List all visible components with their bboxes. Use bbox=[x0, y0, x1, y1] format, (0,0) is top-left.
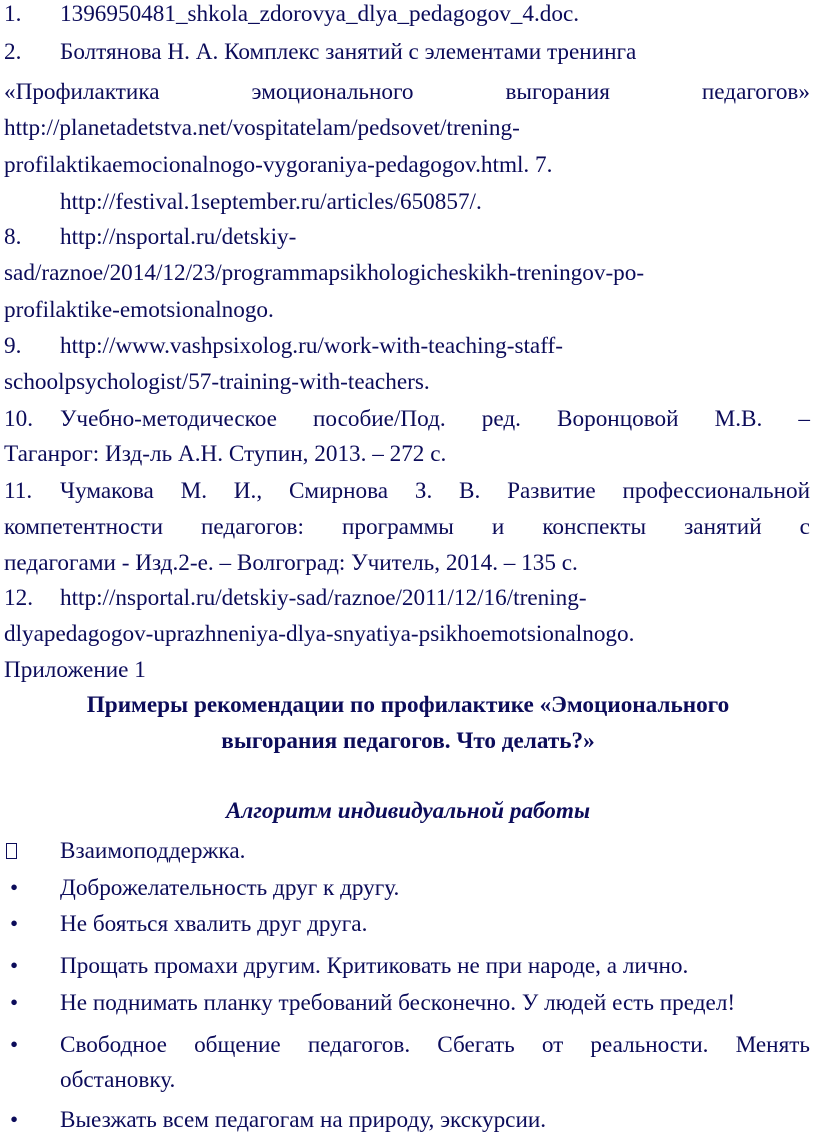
reference-number: 12. bbox=[4, 585, 33, 611]
reference-number: 1. bbox=[4, 1, 22, 27]
word: «Профилактика bbox=[4, 79, 160, 105]
bullet-text: Взаимоподдержка. bbox=[60, 838, 246, 864]
bullet-marker: • bbox=[9, 911, 19, 937]
reference-link: http://www.vashpsixolog.ru/work-with-teaching-staff- bbox=[60, 333, 563, 359]
justified-line bbox=[60, 405, 810, 433]
bullet-marker: • bbox=[9, 1107, 19, 1133]
reference-link: http://festival.1september.ru/articles/650857/. bbox=[60, 189, 482, 215]
word: компетентности bbox=[4, 514, 163, 540]
word: М. bbox=[180, 478, 207, 504]
word: З. bbox=[414, 478, 433, 504]
reference-link: schoolpsychologist/57-training-with-teachers. bbox=[4, 369, 430, 395]
word: программы bbox=[341, 514, 454, 540]
word: занятий bbox=[684, 514, 762, 540]
word: В. bbox=[459, 478, 481, 504]
reference-number: 11. bbox=[4, 478, 33, 504]
checkbox-square-icon bbox=[6, 843, 17, 859]
appendix-label-text: Приложение 1 bbox=[4, 657, 146, 683]
heading-line-1: Примеры рекомендации по профилактике «Эмоционального bbox=[86, 692, 730, 718]
word: общение bbox=[194, 1032, 281, 1058]
bullet-text: Выезжать всем педагогам на природу, экскурсии. bbox=[60, 1107, 547, 1133]
word: Свободное bbox=[60, 1032, 167, 1058]
word: Чумакова bbox=[60, 478, 154, 504]
word: и bbox=[491, 514, 505, 540]
word: – bbox=[798, 406, 810, 432]
reference-text: Болтянова Н. А. Комплекс занятий с элементами тренинга bbox=[60, 39, 637, 65]
reference-text: 1396950481_shkola_zdorovya_dlya_pedagogov_4.doc. bbox=[60, 1, 580, 27]
reference-number: 10. bbox=[4, 406, 33, 432]
reference-link: http://nsportal.ru/detskiy- bbox=[60, 224, 297, 250]
word: педагогов» bbox=[701, 79, 810, 105]
word: выгорания bbox=[505, 79, 610, 105]
reference-link: http://nsportal.ru/detskiy-sad/raznoe/2011/12/16/trening- bbox=[60, 585, 587, 611]
bullet-marker: • bbox=[9, 1032, 19, 1058]
reference-text: Таганрог: Изд-ль А.Н. Ступин, 2013. – 272 с. bbox=[4, 441, 447, 467]
reference-number: 9. bbox=[4, 333, 22, 359]
justified-line bbox=[60, 477, 810, 505]
bullet-marker: • bbox=[9, 990, 19, 1016]
word: ред. bbox=[481, 406, 521, 432]
subheading: Алгоритм индивидуальной работы bbox=[225, 798, 591, 824]
bullet-text: обстановку. bbox=[60, 1067, 176, 1093]
word: И., bbox=[233, 478, 263, 504]
word: Менять bbox=[735, 1032, 810, 1058]
word: М.В. bbox=[714, 406, 763, 432]
heading-line-2: выгорания педагогов. Что делать?» bbox=[221, 728, 595, 754]
word: от bbox=[541, 1032, 564, 1058]
reference-link: sad/raznoe/2014/12/23/programmapsikhologicheskikh-treningov-po- bbox=[4, 260, 645, 286]
word: Воронцовой bbox=[557, 406, 679, 432]
reference-link: dlyapedagogov-uprazhneniya-dlya-snyatiya-psikhoemotsionalnogo. bbox=[4, 621, 635, 647]
word: Учебно-методическое bbox=[60, 406, 277, 432]
word: Смирнова bbox=[288, 478, 389, 504]
reference-number: 2. bbox=[4, 39, 22, 65]
word: профессиональной bbox=[622, 478, 810, 504]
word: пособие/Под. bbox=[313, 406, 446, 432]
bullet-marker: • bbox=[9, 875, 19, 901]
word: педагогов. bbox=[307, 1032, 411, 1058]
word: Развитие bbox=[507, 478, 596, 504]
bullet-text: Доброжелательность друг к другу. bbox=[60, 875, 400, 901]
reference-link: profilaktikaemocionalnogo-vygoraniya-pedagogov.html. 7. bbox=[4, 152, 553, 178]
reference-text: педагогами - Изд.2-е. – Волгоград: Учитель, 2014. – 135 с. bbox=[4, 550, 578, 576]
word: конспекты bbox=[542, 514, 647, 540]
reference-number: 8. bbox=[4, 224, 22, 250]
justified-line bbox=[4, 78, 810, 106]
justified-line bbox=[4, 513, 810, 541]
bullet-text: Прощать промахи другим. Критиковать не при народе, а лично. bbox=[60, 953, 689, 979]
bullet-text: Не бояться хвалить друг друга. bbox=[60, 911, 368, 937]
bullet-marker: • bbox=[9, 953, 19, 979]
reference-link: http://planetadetstva.net/vospitatelam/pedsovet/trening- bbox=[4, 115, 520, 141]
word: эмоционального bbox=[251, 79, 414, 105]
reference-link: profilaktike-emotsionalnogo. bbox=[4, 297, 274, 323]
bullet-text: Не поднимать планку требований бесконечно. У людей есть предел! bbox=[60, 990, 736, 1016]
word: с bbox=[799, 514, 810, 540]
word: Сбегать bbox=[437, 1032, 515, 1058]
justified-line bbox=[60, 1031, 810, 1059]
word: педагогов: bbox=[201, 514, 304, 540]
word: реальности. bbox=[590, 1032, 709, 1058]
